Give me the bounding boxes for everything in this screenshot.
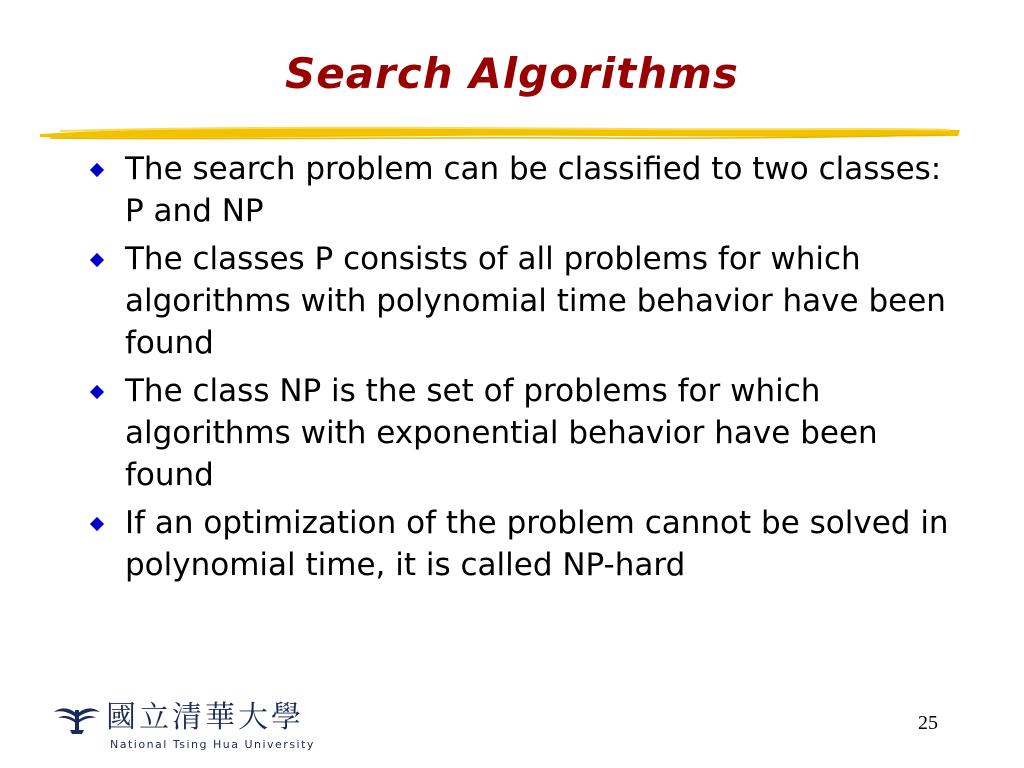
university-logo-icon [52,698,102,738]
university-logo [52,698,315,758]
bullet-text: The classes P consists of all problems for which algorithms with polynomial time behavior have been found [125,241,946,361]
list-item [90,502,950,586]
bullet-list [90,148,950,592]
bullet-text: The class NP is the set of problems for which algorithms with exponential behavior have been found [125,373,878,493]
diamond-bullet-icon [90,163,104,177]
diamond-bullet-icon [90,385,104,399]
list-item [90,370,950,496]
logo-english-name: National Tsing Hua University [110,738,315,751]
logo-chinese-name: 國立清華大學 [106,700,304,735]
diamond-bullet-icon [90,253,104,267]
title-underline [40,118,960,146]
bullet-text: The search problem can be classified to two classes: P and NP [125,151,942,229]
list-item [90,238,950,364]
bullet-text: If an optimization of the problem cannot be solved in polynomial time, it is called NP-hard [125,505,949,583]
list-item [90,148,950,232]
diamond-bullet-icon [90,517,104,531]
page-number: 25 [918,712,938,734]
slide-title: Search Algorithms [285,49,739,98]
